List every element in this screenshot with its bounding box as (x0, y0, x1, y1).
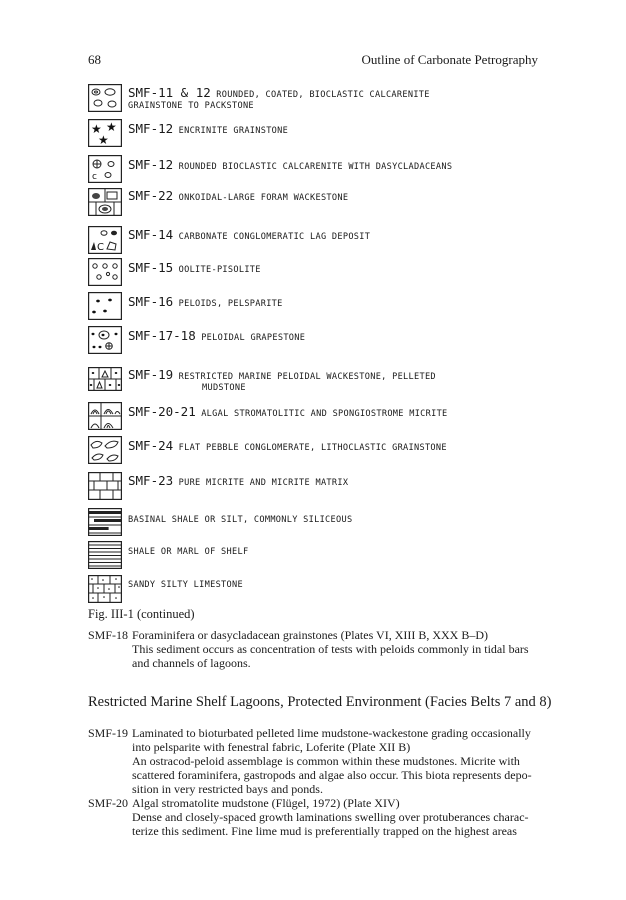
entry-line: scattered foraminifera, gastropods and algae also occur. This biota represents depo- (132, 768, 532, 782)
legend-code: SMF-17-18 (128, 328, 196, 343)
svg-text:★: ★ (91, 122, 102, 136)
legend-code: SMF-11 & 12 (128, 85, 211, 100)
crinoid-star-icon (88, 118, 122, 150)
entry-line: Laminated to bioturbated pelleted lime mudstone-wackestone grading occasionally (132, 726, 531, 740)
legend-desc: SHALE OR MARL OF SHELF (128, 547, 249, 557)
legend-code: SMF-15 (128, 260, 174, 275)
legend-row-smf-23 (88, 472, 548, 504)
legend-code: SMF-20-21 (128, 404, 196, 419)
basinal-shale-icon (88, 508, 122, 536)
legend-row-shelf-shale (88, 541, 548, 573)
grapestone-icon (88, 326, 122, 354)
legend-row-smf-24 (88, 436, 548, 468)
legend-desc-line2: MUDSTONE (202, 383, 246, 393)
legend-row-smf-16 (88, 292, 548, 324)
legend-code: SMF-16 (128, 294, 174, 309)
legend-row-smf-12-dasycladaceans (88, 155, 548, 187)
legend-desc: SANDY SILTY LIMESTONE (128, 580, 243, 590)
legend-code: SMF-22 (128, 188, 174, 203)
legend-code: SMF-19 (128, 367, 174, 382)
entry-code: SMF-19 (88, 726, 129, 740)
legend-row-smf-17-18 (88, 326, 548, 358)
legend-row-basinal-shale (88, 508, 548, 540)
legend-desc: BASINAL SHALE OR SILT, COMMONLY SILICEOUS (128, 515, 353, 525)
legend-code: SMF-23 (128, 473, 174, 488)
entry-code: SMF-20 (88, 796, 129, 810)
legend-desc: ROUNDED, COATED, BIOCLASTIC CALCARENITE (210, 90, 430, 100)
running-head: Outline of Carbonate Petrography (361, 52, 538, 67)
page-number: 68 (88, 52, 101, 67)
svg-text:c: c (92, 172, 97, 182)
legend-row-sandy-limestone (88, 575, 548, 607)
figure-caption: Fig. III-1 (continued) (88, 607, 195, 621)
entry-line: and channels of lagoons. (132, 656, 251, 670)
legend-code: SMF-14 (128, 227, 174, 242)
entry-line: Foraminifera or dasycladacean grainstones (Plates VI, XIII B, XXX B–D) (132, 628, 489, 642)
brick-peloid-icon (88, 367, 122, 391)
legend-desc: FLAT PEBBLE CONGLOMERATE, LITHOCLASTIC GRAINSTONE (173, 443, 447, 453)
legend-row-smf-20-21 (88, 402, 548, 434)
legend-row-smf-11-12 (88, 84, 548, 116)
legend-desc: PELOIDAL GRAPESTONE (195, 333, 306, 343)
onkoid-foram-icon (88, 188, 122, 216)
legend-desc: ONKOIDAL-LARGE FORAM WACKESTONE (173, 193, 349, 203)
stromatolite-icon (88, 402, 122, 430)
section-heading: Restricted Marine Shelf Lagoons, Protected Environment (Facies Belts 7 and 8) (88, 694, 552, 710)
entry-code: SMF-18 (88, 628, 129, 642)
legend-desc: ROUNDED BIOCLASTIC CALCARENITE WITH DASYCLADACEANS (173, 162, 453, 172)
entry-line: An ostracod-peloid assemblage is common within these mudstones. Micrite with (132, 754, 520, 768)
entry-line: terize this sediment. Fine lime mud is preferentially trapped on the highest areas (132, 824, 517, 838)
legend-desc: PURE MICRITE AND MICRITE MATRIX (173, 478, 349, 488)
legend-desc: OOLITE-PISOLITE (173, 265, 261, 275)
micrite-brick-icon (88, 472, 122, 500)
dasycladacean-icon (88, 155, 122, 183)
legend-row-smf-19 (88, 367, 548, 399)
legend-code: SMF-12 (128, 157, 174, 172)
entry-line: Algal stromatolite mudstone (Flügel, 1972) (Plate XIV) (132, 796, 400, 810)
peloid-icon (88, 292, 122, 320)
lag-deposit-icon (88, 226, 122, 254)
legend-desc: ALGAL STROMATOLITIC AND SPONGIOSTROME MICRITE (195, 409, 448, 419)
legend-desc: PELOIDS, PELSPARITE (173, 299, 283, 309)
rounded-coated-grains-icon (88, 84, 122, 112)
legend-desc: RESTRICTED MARINE PELOIDAL WACKESTONE, PELLETED (173, 372, 436, 382)
entry-line: sition in very restricted bays and ponds. (132, 782, 323, 796)
legend-row-smf-14 (88, 226, 548, 258)
svg-text:★: ★ (98, 133, 109, 147)
shelf-shale-icon (88, 541, 122, 569)
legend-code: SMF-24 (128, 438, 174, 453)
legend-row-smf-15 (88, 258, 548, 290)
legend-desc: CARBONATE CONGLOMERATIC LAG DEPOSIT (173, 232, 371, 242)
legend-code: SMF-12 (128, 121, 174, 136)
entry-line: into pelsparite with fenestral fabric, Loferite (Plate XII B) (132, 740, 411, 754)
sandy-limestone-icon (88, 575, 122, 603)
entry-line: This sediment occurs as concentration of tests with peloids commonly in tidal bars (132, 642, 529, 656)
legend-row-smf-12-encrinite (88, 118, 548, 150)
svg-text:C: C (97, 242, 104, 253)
legend-desc: ENCRINITE GRAINSTONE (173, 126, 289, 136)
svg-text:★: ★ (106, 120, 117, 134)
flat-pebble-icon (88, 436, 122, 464)
ooid-icon (88, 258, 122, 286)
entry-line: Dense and closely-spaced growth laminations swelling over protuberances charac- (132, 810, 529, 824)
legend-desc-line2: GRAINSTONE TO PACKSTONE (128, 101, 254, 111)
legend-row-smf-22 (88, 188, 548, 220)
